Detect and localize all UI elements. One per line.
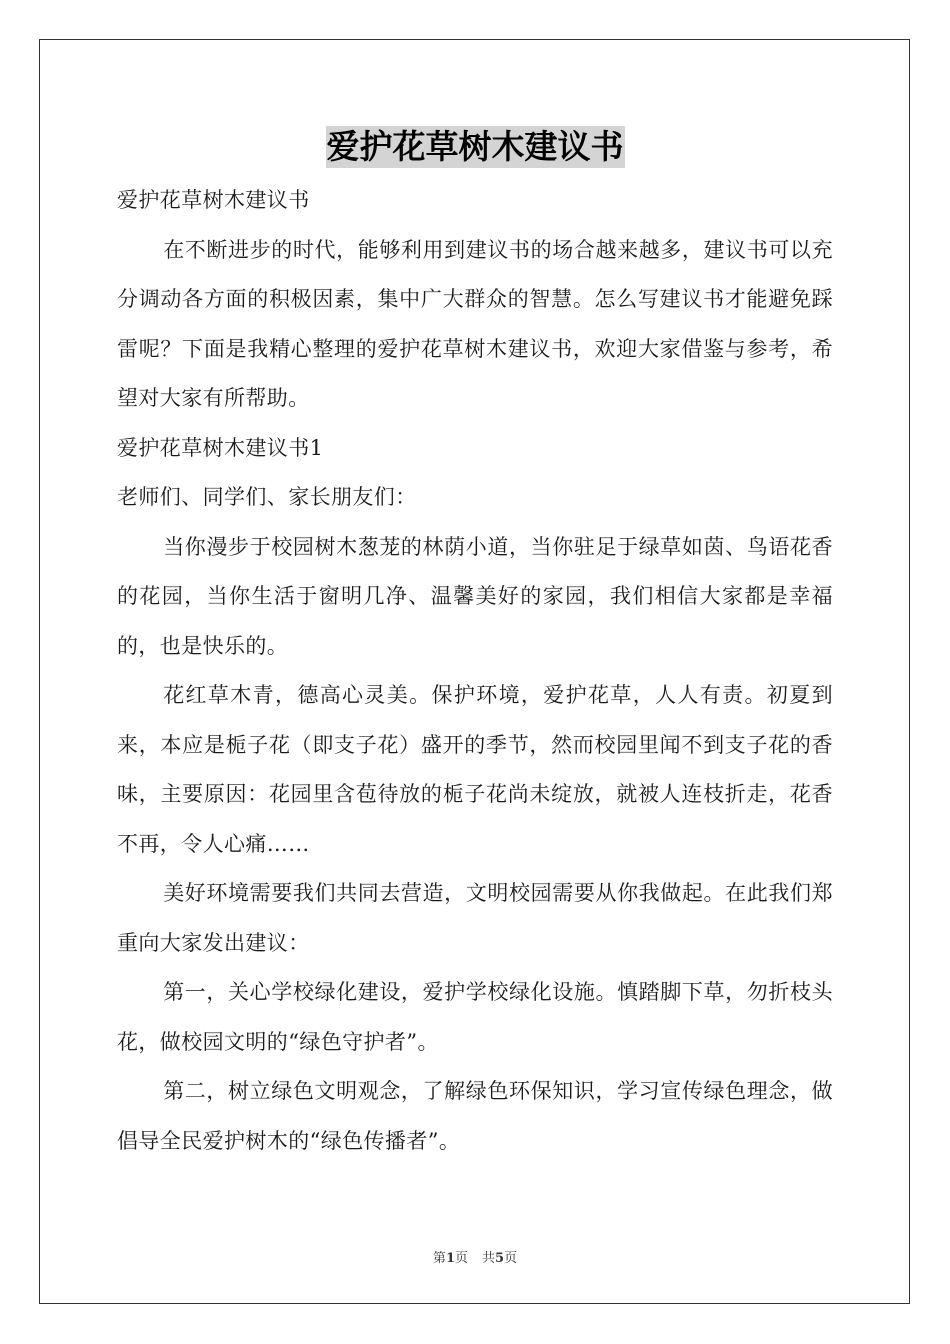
title-container: [0, 126, 950, 168]
paragraph: 第一，关心学校绿化建设，爱护学校绿化设施。慎踏脚下草，勿折枝头花，做校园文明的“绿色守护者”。: [117, 980, 833, 1054]
section-heading: 爱护花草树木建议书1: [117, 435, 324, 460]
total-suffix: 页: [504, 1251, 518, 1266]
document-title: 爱护花草树木建议书: [326, 127, 624, 166]
paragraph: 爱护花草树木建议书: [117, 188, 310, 212]
page-footer: [0, 1247, 950, 1266]
salutation: 老师们、同学们、家长朋友们：: [117, 485, 417, 509]
paragraph: 美好环境需要我们共同去营造，文明校园需要从你我做起。在此我们郑重向大家发出建议：: [117, 881, 833, 955]
paragraph: 花红草木青，德高心灵美。保护环境，爱护花草，人人有责。初夏到来，本应是栀子花（即支子花）盛开的季节，然而校园里闻不到支子花的香味，主要原因：花园里含苞待放的栀子花尚未绽放，就被人连枝折走，花香不再，令人心痛……: [117, 683, 833, 856]
paragraph: 第二，树立绿色文明观念，了解绿色环保知识，学习宣传绿色理念，做倡导全民爱护树木的“绿色传播者”。: [117, 1079, 833, 1153]
page-prefix: 第: [432, 1251, 446, 1266]
page-number: 1: [445, 1251, 455, 1266]
total-pages: 5: [495, 1251, 505, 1266]
paragraph: 当你漫步于校园树木葱茏的林荫小道，当你驻足于绿草如茵、鸟语花香的花园，当你生活于窗明几净、温馨美好的家园，我们相信大家都是幸福的，也是快乐的。: [117, 534, 833, 658]
total-prefix: 共: [482, 1251, 496, 1266]
page-suffix: 页: [454, 1251, 468, 1266]
document-body: [117, 176, 833, 1166]
paragraph: 在不断进步的时代，能够利用到建议书的场合越来越多，建议书可以充分调动各方面的积极因素，集中广大群众的智慧。怎么写建议书才能避免踩雷呢？下面是我精心整理的爱护花草树木建议书，欢迎大家借鉴与参考，希望对大家有所帮助。: [117, 237, 833, 410]
